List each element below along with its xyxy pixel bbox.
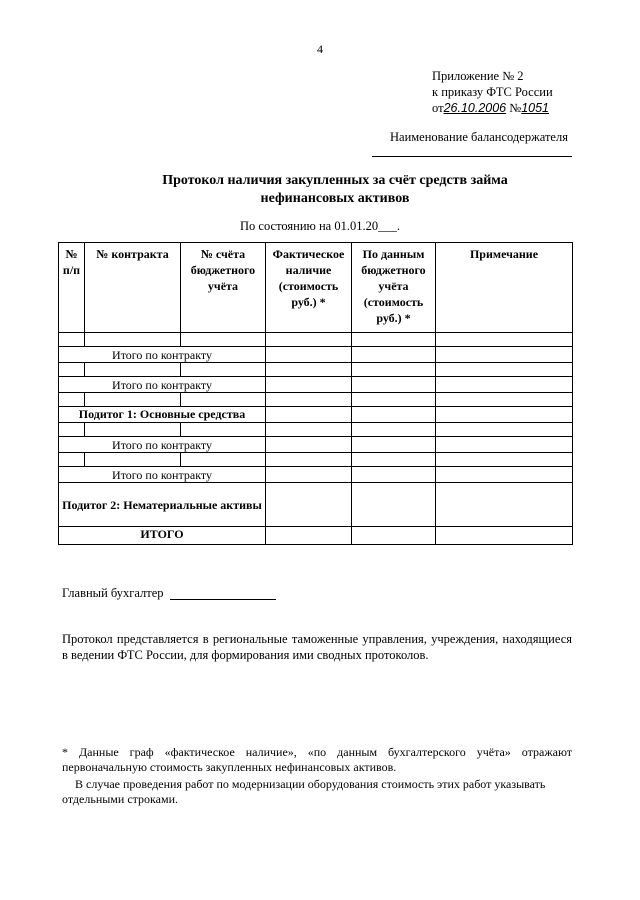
contract-total-label: Итого по контракту (59, 437, 266, 453)
title-line-2: нефинансовых активов (260, 191, 410, 206)
contract-total-label: Итого по контракту (59, 377, 266, 393)
title-line-1: Протокол наличия закупленных за счёт средств займа (162, 173, 508, 188)
protocol-note: Протокол представляется в региональные таможенные управления, учреждения, находящиеся в ведении ФТС России, для формирования ими сводных протоколов. (62, 632, 572, 662)
table-row-subtotal-2 (59, 483, 573, 527)
appendix-block (432, 68, 553, 116)
header-actual: Фактическое наличие (стоимость руб.) * (266, 243, 352, 333)
table-row (59, 423, 573, 437)
appendix-number-sign: № (509, 101, 522, 115)
chief-accountant-label: Главный бухгалтер (62, 586, 164, 600)
appendix-line-2: к приказу ФТС России (432, 85, 553, 99)
appendix-line-1: Приложение № 2 (432, 69, 524, 83)
table-row (59, 333, 573, 347)
header-num: № п/п (59, 243, 85, 333)
page-number: 4 (317, 42, 323, 56)
protocol-table (58, 242, 573, 545)
contract-total-label: Итого по контракту (59, 467, 266, 483)
table-row (59, 453, 573, 467)
appendix-from: от (432, 101, 444, 115)
header-account: № счёта бюджетного учёта (181, 243, 266, 333)
appendix-line-3 (432, 100, 553, 116)
appendix-date: 26.10.2006 (443, 101, 507, 115)
total-label: ИТОГО (59, 527, 266, 545)
table-row-contract-total (59, 437, 573, 453)
table-row-contract-total (59, 467, 573, 483)
header-note: Примечание (436, 243, 573, 333)
subtotal-1-label: Подитог 1: Основные средства (59, 407, 266, 423)
table-row-contract-total (59, 347, 573, 363)
balance-holder-label: Наименование балансодержателя (390, 130, 568, 144)
table-row-subtotal-1 (59, 407, 573, 423)
table-row-contract-total (59, 377, 573, 393)
footnote-1: * Данные граф «фактическое наличие», «по данным бухгалтерского учёта» отражают первоначальную стоимость закупленных нефинансовых активов. (62, 745, 572, 774)
balance-holder-line (372, 156, 572, 157)
header-accounting: По данным бюджетного учёта (стоимость руб.) * (352, 243, 436, 333)
table-row-total (59, 527, 573, 545)
as-of-date: По состоянию на 01.01.20___. (240, 219, 400, 233)
chief-accountant-signature-line (170, 599, 276, 600)
table-header-row (59, 243, 573, 333)
contract-total-label: Итого по контракту (59, 347, 266, 363)
table-row (59, 363, 573, 377)
table-row (59, 393, 573, 407)
document-title (100, 172, 570, 208)
header-contract: № контракта (85, 243, 181, 333)
footnote-2: В случае проведения работ по модернизации оборудования стоимость этих работ указывать отдельными строками. (62, 777, 546, 806)
appendix-number: 1051 (521, 101, 549, 115)
subtotal-2-label: Подитог 2: Нематериальные активы (59, 483, 266, 527)
